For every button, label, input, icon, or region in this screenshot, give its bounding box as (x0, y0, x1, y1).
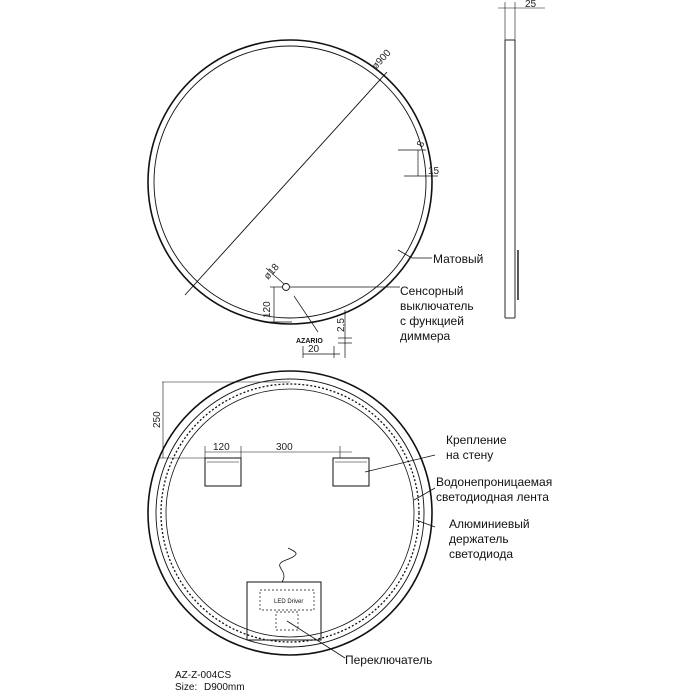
mirror-inner-ring (154, 46, 426, 318)
product-size (175, 682, 245, 694)
side-view (498, 2, 545, 318)
callout-switch: Переключатель (345, 653, 433, 667)
front-view (148, 40, 438, 358)
back-view (148, 371, 435, 658)
matte-leader (398, 250, 412, 258)
callout-sensor-line3: с функцией (400, 314, 464, 328)
callout-holder-line3: светодиода (449, 547, 514, 561)
sensor-switch (283, 284, 290, 291)
callout-holder-line1: Алюминиевый (449, 517, 530, 531)
back-inner-ring (156, 379, 424, 647)
callout-led (436, 475, 552, 505)
dim-logo-height: 2,5 (336, 318, 347, 332)
dim-sensor-diameter: ø18 (262, 261, 282, 283)
callout-sensor-line4: диммера (400, 329, 451, 343)
callout-mount-line1: Крепление (446, 433, 507, 447)
callout-mount (446, 433, 507, 463)
callout-sensor-line1: Сенсорный (400, 284, 464, 298)
dim-logo-width: 20 (308, 344, 320, 355)
callout-mount-line2: на стену (446, 448, 494, 462)
back-outer-ring (148, 371, 432, 655)
diameter-line (185, 72, 387, 295)
callout-led-line2: светодиодная лента (436, 490, 549, 504)
product-size-label: Size: (175, 682, 198, 693)
dim-mount-spacing: 300 (276, 442, 293, 453)
product-size-value: D900mm (204, 682, 245, 693)
dim-edge-offset: 15 (428, 166, 440, 177)
mirror-outer-ring (148, 40, 432, 324)
callout-holder-line2: держатель (449, 532, 509, 546)
logo-leader (294, 296, 318, 332)
dim-diameter: ø900 (370, 47, 394, 73)
logo-azario: AZARIO (296, 338, 323, 345)
dim-mount-height: 250 (152, 411, 163, 428)
driver-box (247, 582, 321, 640)
callout-led-line1: Водонепроницаемая (436, 475, 553, 489)
callout-sensor (400, 284, 474, 344)
product-model: AZ-Z-004CS (175, 670, 232, 681)
dim-mount-offset: 120 (213, 442, 230, 453)
dim-edge-width: 8 (415, 139, 428, 150)
callout-sensor-line2: выключатель (400, 299, 474, 313)
driver-label: LED Driver (274, 599, 304, 605)
callout-matte: Матовый (433, 252, 484, 266)
driver-cable (280, 548, 296, 582)
callout-holder (449, 517, 530, 562)
dim-depth: 25 (525, 0, 537, 10)
dim-sensor-height: 120 (262, 301, 273, 318)
product-info (175, 670, 245, 694)
